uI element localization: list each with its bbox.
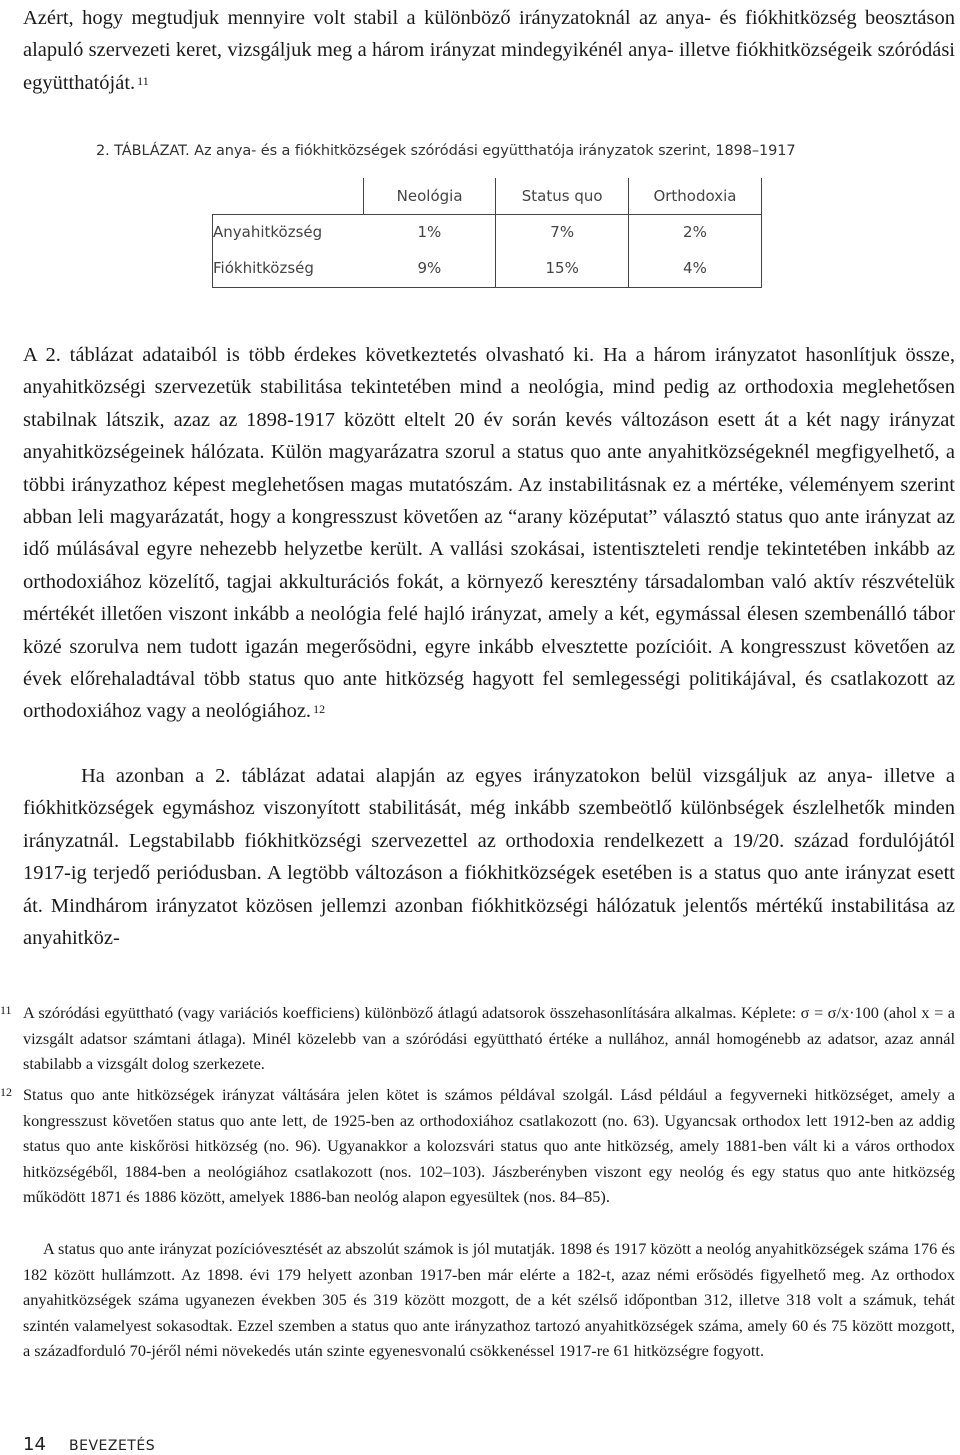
- footnote-11-text: A szóródási együttható (vagy variációs koefficiens) különböző átlagú adatsorok összehasonlítására alkalmas. Képlete: σ = σ/x·100 (ahol x = a vizsgált adatsor számtani átlaga). Minél közelebb van a szóródási együttható értéke a nullához, annál homogénebb az adatsor, azaz annál stabilabb a vizsgált dolog szerkezete.: [23, 1003, 955, 1073]
- table-cell: 4%: [628, 249, 761, 288]
- footnote-12: [0, 1082, 955, 1210]
- footnote-12-continuation: A status quo ante irányzat pozícióvesztését az abszolút számok is jól mutatják. 1898 és 1917 között a neológ anyahitközségek száma 176 és 182 között hullámzott. Az 1898. évi 179 helyett azonban 1917-ben már elérte a 182-t, azaz némi erősödés figyelhető meg. Az orthodox anyahitközségek száma ugyanezen években 305 és 319 között mozgott, de a két szélső időpontban 312, illetve 318 volt a számuk, tehát szintén valamelyest sokasodtak. Ezzel szemben a status quo ante irányzathoz tartozó anyahitközségek száma, amely 60 és 75 között mozgott, a századforduló 70-jéről némi növekedés után szinte egyenesvonalú csökkenéssel 1917-re 61 hitközségre fogyott.: [23, 1239, 955, 1360]
- column-header-neologia: Neológia: [363, 178, 496, 215]
- footnote-11: [0, 1000, 955, 1077]
- footnote-11-number: 11: [0, 1003, 12, 1017]
- page-number: 14: [23, 1434, 46, 1455]
- page-footer: [23, 1434, 155, 1455]
- table-cell: 2%: [628, 215, 761, 250]
- table-caption: 2. TÁBLÁZAT. Az anya- és a fiókhitközségek szóródási együtthatója irányzatok szerint, 1898–1917: [96, 143, 796, 159]
- running-section-title: BEVEZETÉS: [69, 1438, 156, 1454]
- intro-text: Azért, hogy megtudjuk mennyire volt stabil a különböző irányzatoknál az anya- és fiókhitközség beosztáson alapuló szervezeti keret, vizsgáljuk meg a három irányzat mindegyikénél anya- illetve fiókhitközségeik szóródási együtthatóját.: [23, 7, 955, 94]
- table-cell: 7%: [496, 215, 628, 250]
- table-cell: 15%: [496, 249, 628, 288]
- column-header-orthodoxia: Orthodoxia: [628, 178, 761, 215]
- intro-paragraph: [23, 2, 955, 99]
- table-row: [213, 249, 762, 288]
- table-row: [213, 215, 762, 250]
- row-label-anyahitkozseg: Anyahitközség: [213, 215, 364, 250]
- footnote-ref-12[interactable]: 12: [313, 702, 326, 717]
- footnote-ref-11[interactable]: 11: [137, 73, 149, 88]
- row-label-fiokhitkozseg: Fiókhitközség: [213, 249, 364, 288]
- table-cell: 9%: [363, 249, 496, 288]
- body-paragraph-1: [23, 339, 955, 728]
- body-paragraph-1-text: A 2. táblázat adataiból is több érdekes következtetés olvasható ki. Ha a három irányzatot hasonlítjuk össze, anyahitközségi szervezetük stabilitása tekintetében mind a neológia, mind pedig az orthodoxia meglehetősen stabilnak látszik, azaz az 1898-1917 között eltelt 20 év során kevés változáson esett át a két nagy irányzat anyahitközségeinek hálózata. Külön magyarázatra szorul a status quo ante anyahitközségeknél megfigyelhető, a többi irányzathoz képest meglehetősen magas mutatószám. Az instabilitásnak ez a mértéke, véleményem szerint abban leli magyarázatát, hogy a kongresszust követően az “arany középutat” választó status quo ante irányzat az idő múlásával egyre nehezebb helyzetbe került. A vallási szokásai, istentiszteleti rendje tekintetében inkább az orthodoxiához közelítő, tagjai akkulturációs fokát, a környező keresztény társadalomban való aktív részvételük mértékét illetően viszont inkább a neológia felé hajló irányzat, amely a két, egymással élesen szembenálló tábor közé szorulva nem tudott igazán megerősödni, egyre inkább elvesztette pozícióit. A kongresszust követően az évek előrehaladtával több status quo ante hitközség hagyott fel semlegességi politikájával, és csatlakozott az orthodoxiához vagy a neológiához.: [23, 344, 955, 723]
- table-header-row: [213, 178, 762, 215]
- data-table: [212, 178, 762, 288]
- table-cell: 1%: [363, 215, 496, 250]
- footnote-12-text-a: Status quo ante hitközségek irányzat váltására jelen kötet is számos példával szolgál. Lásd például a fegyverneki hitközséget, amely a kongresszust követően status quo ante lett, de 1925-ben az orthodoxiához csatlakozott (no. 63). Ugyancsak orthodox lett 1912-ben az addig status quo ante kiskőrösi hitközség (no. 96). Ugyanakkor a kolozsvári status quo ante hitközség, amely 1881-ben vált ki a város orthodox hitközségéből, 1884-ben a neológiához csatlakozott (nos. 102–103). Jászberényben viszont egy neológ és egy status quo ante hitközség működött 1871 és 1886 között, amelyek 1886-ban neológ alapon egyesültek (nos. 84–85).: [23, 1085, 955, 1206]
- body-paragraph-2: Ha azonban a 2. táblázat adatai alapján az egyes irányzatokon belül vizsgáljuk az anya- illetve a fiókhitközségek egymáshoz viszonyított stabilitását, még inkább szembeötlő különbségek észlelhetők minden irányzatnál. Legstabilabb fiókhitközségi szervezettel az orthodoxia rendelkezett a 19/20. század fordulójától 1917-ig terjedő periódusban. A legtöbb változáson a fiókhitközségek esetében is a status quo ante irányzat esett át. Mindhárom irányzatot közösen jellemzi azonban fiókhitközségi hálózatuk jelentős mértékű instabilitása az anyahitköz-: [23, 765, 955, 950]
- footnote-12-number: 12: [0, 1085, 12, 1099]
- column-header-status-quo: Status quo: [496, 178, 628, 215]
- table-corner-cell: [213, 178, 364, 215]
